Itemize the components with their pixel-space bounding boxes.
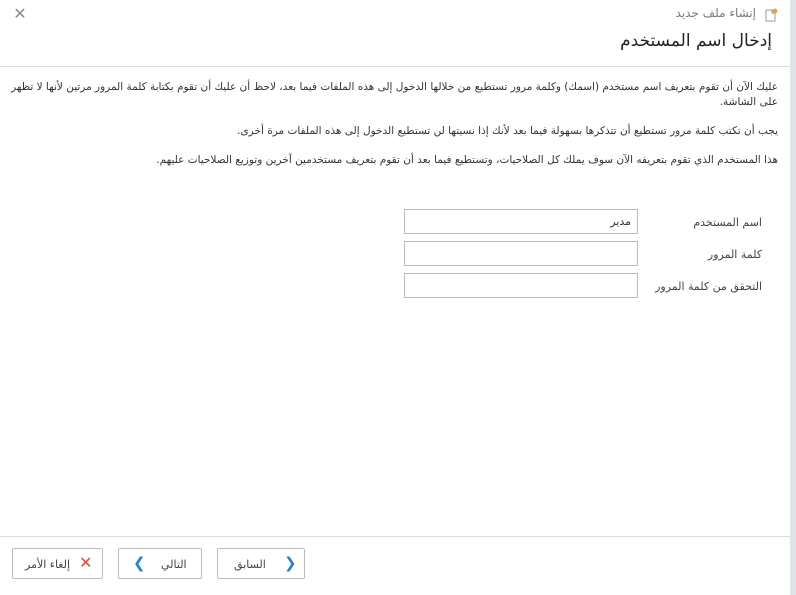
window-edge	[790, 0, 796, 595]
new-file-icon	[764, 7, 778, 21]
password-label: كلمة المرور	[707, 248, 762, 261]
back-button-label: السابق	[234, 558, 266, 571]
cancel-button[interactable]	[12, 548, 103, 579]
instruction-paragraph: عليك الآن أن تقوم بتعريف اسم مستخدم (اسمك) وكلمة مرور تستطيع من خلالها الدخول إلى هذه الملفات فيما بعد، لاحظ أن عليك أن تقوم بكتابة كلمة المرور مرتين لأنها لا تظهر على الشاشة.	[11, 81, 778, 108]
instructions	[10, 80, 778, 182]
chevron-right-icon: ❯	[284, 554, 297, 572]
username-label: اسم المستخدم	[693, 216, 762, 229]
title-bar	[0, 0, 790, 28]
confirm-password-input[interactable]	[404, 273, 638, 298]
cancel-button-label: إلغاء الأمر	[25, 558, 71, 571]
header-divider	[0, 66, 790, 67]
password-row	[404, 241, 762, 273]
next-button-label: التالي	[161, 558, 187, 571]
instruction-paragraph: هذا المستخدم الذي تقوم بتعريفه الآن سوف يملك كل الصلاحيات، وتستطيع فيما بعد أن تقوم بتعريف مستخدمين آخرين وتوزيع الصلاحيات عليهم.	[156, 154, 778, 166]
user-form	[404, 209, 762, 305]
username-input[interactable]	[404, 209, 638, 234]
password-input[interactable]	[404, 241, 638, 266]
confirm-password-row	[404, 273, 762, 305]
window-title: إنشاء ملف جديد	[675, 6, 756, 20]
next-button[interactable]	[118, 548, 202, 579]
confirm-password-label: التحقق من كلمة المرور	[655, 280, 762, 293]
page-title: إدخال اسم المستخدم	[620, 31, 772, 51]
instruction-paragraph: يجب أن تكتب كلمة مرور تستطيع أن تتذكرها بسهولة فيما بعد لأنك إذا نسيتها لن تستطيع الدخول إلى هذه الملفات مرة أخرى.	[237, 125, 778, 137]
back-button[interactable]	[217, 548, 305, 579]
chevron-left-icon: ❮	[133, 554, 146, 572]
close-button[interactable]: ✕	[13, 4, 27, 23]
close-icon: ✕	[79, 553, 93, 572]
username-row	[404, 209, 762, 241]
footer-divider	[0, 536, 790, 537]
